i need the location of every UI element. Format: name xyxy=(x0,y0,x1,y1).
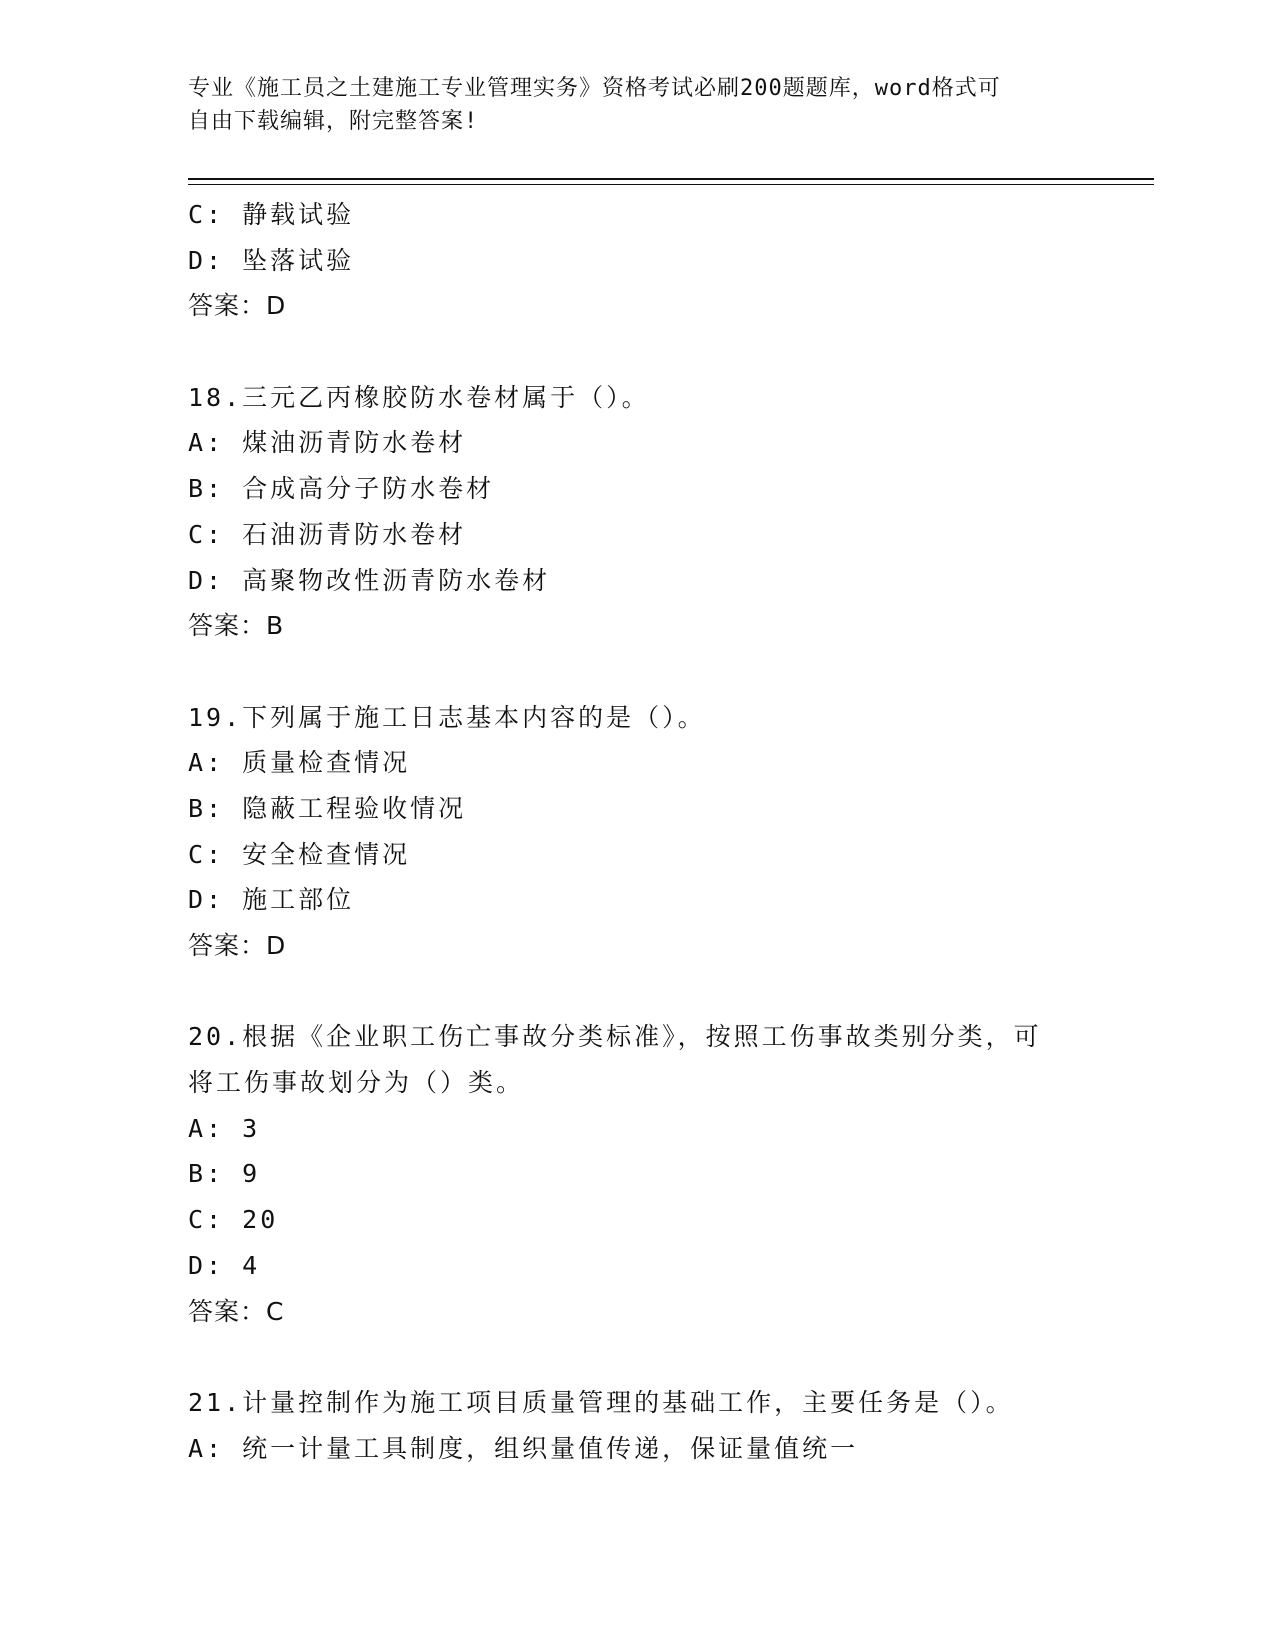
option-c: C: 20 xyxy=(188,1205,279,1235)
header-divider-thick xyxy=(188,178,1154,180)
question-20 xyxy=(188,1014,1088,1334)
question-18 xyxy=(188,375,1088,649)
option-d: D: 高聚物改性沥青防水卷材 xyxy=(188,565,551,595)
option-d: D: 坠落试验 xyxy=(188,245,355,275)
spacer xyxy=(188,329,1088,375)
answer-line: 答案：D xyxy=(188,291,287,321)
question-17-tail xyxy=(188,192,1088,329)
option-d: D: 施工部位 xyxy=(188,885,355,915)
option-c: C: 石油沥青防水卷材 xyxy=(188,519,467,549)
option-c: C: 静载试验 xyxy=(188,200,355,229)
spacer xyxy=(188,969,1088,1015)
question-stem: 21.计量控制作为施工项目质量管理的基础工作，主要任务是（）。 xyxy=(188,1387,1014,1417)
option-a: A: 煤油沥青防水卷材 xyxy=(188,428,467,458)
question-stem: 19.下列属于施工日志基本内容的是（）。 xyxy=(188,702,706,732)
question-stem-line-1: 20.根据《企业职工伤亡事故分类标准》，按照工伤事故类别分类，可 xyxy=(188,1022,1042,1052)
option-a: A: 质量检查情况 xyxy=(188,748,411,778)
option-c: C: 安全检查情况 xyxy=(188,839,411,869)
question-list xyxy=(188,192,1088,1471)
option-a: A: 统一计量工具制度，组织量值传递，保证量值统一 xyxy=(188,1433,859,1463)
page-header xyxy=(188,72,1088,138)
header-line-1: 专业《施工员之土建施工专业管理实务》资格考试必刷200题题库，word格式可 xyxy=(188,76,1001,101)
option-b: B: 合成高分子防水卷材 xyxy=(188,474,495,504)
option-d: D: 4 xyxy=(188,1250,261,1280)
question-21 xyxy=(188,1380,1088,1471)
answer-line: 答案：C xyxy=(188,1296,285,1326)
spacer xyxy=(188,1334,1088,1380)
option-b: B: 9 xyxy=(188,1159,261,1189)
question-stem-line-2: 将工伤事故划分为（）类。 xyxy=(188,1068,525,1098)
option-b: B: 隐蔽工程验收情况 xyxy=(188,793,467,823)
question-stem: 18.三元乙丙橡胶防水卷材属于（）。 xyxy=(188,382,650,412)
header-divider-thin xyxy=(188,184,1154,185)
answer-line: 答案：D xyxy=(188,931,287,960)
spacer xyxy=(188,649,1088,695)
answer-line: 答案：B xyxy=(188,611,285,641)
header-line-2: 自由下载编辑，附完整答案! xyxy=(188,109,479,134)
option-a: A: 3 xyxy=(188,1113,261,1143)
question-19 xyxy=(188,695,1088,969)
